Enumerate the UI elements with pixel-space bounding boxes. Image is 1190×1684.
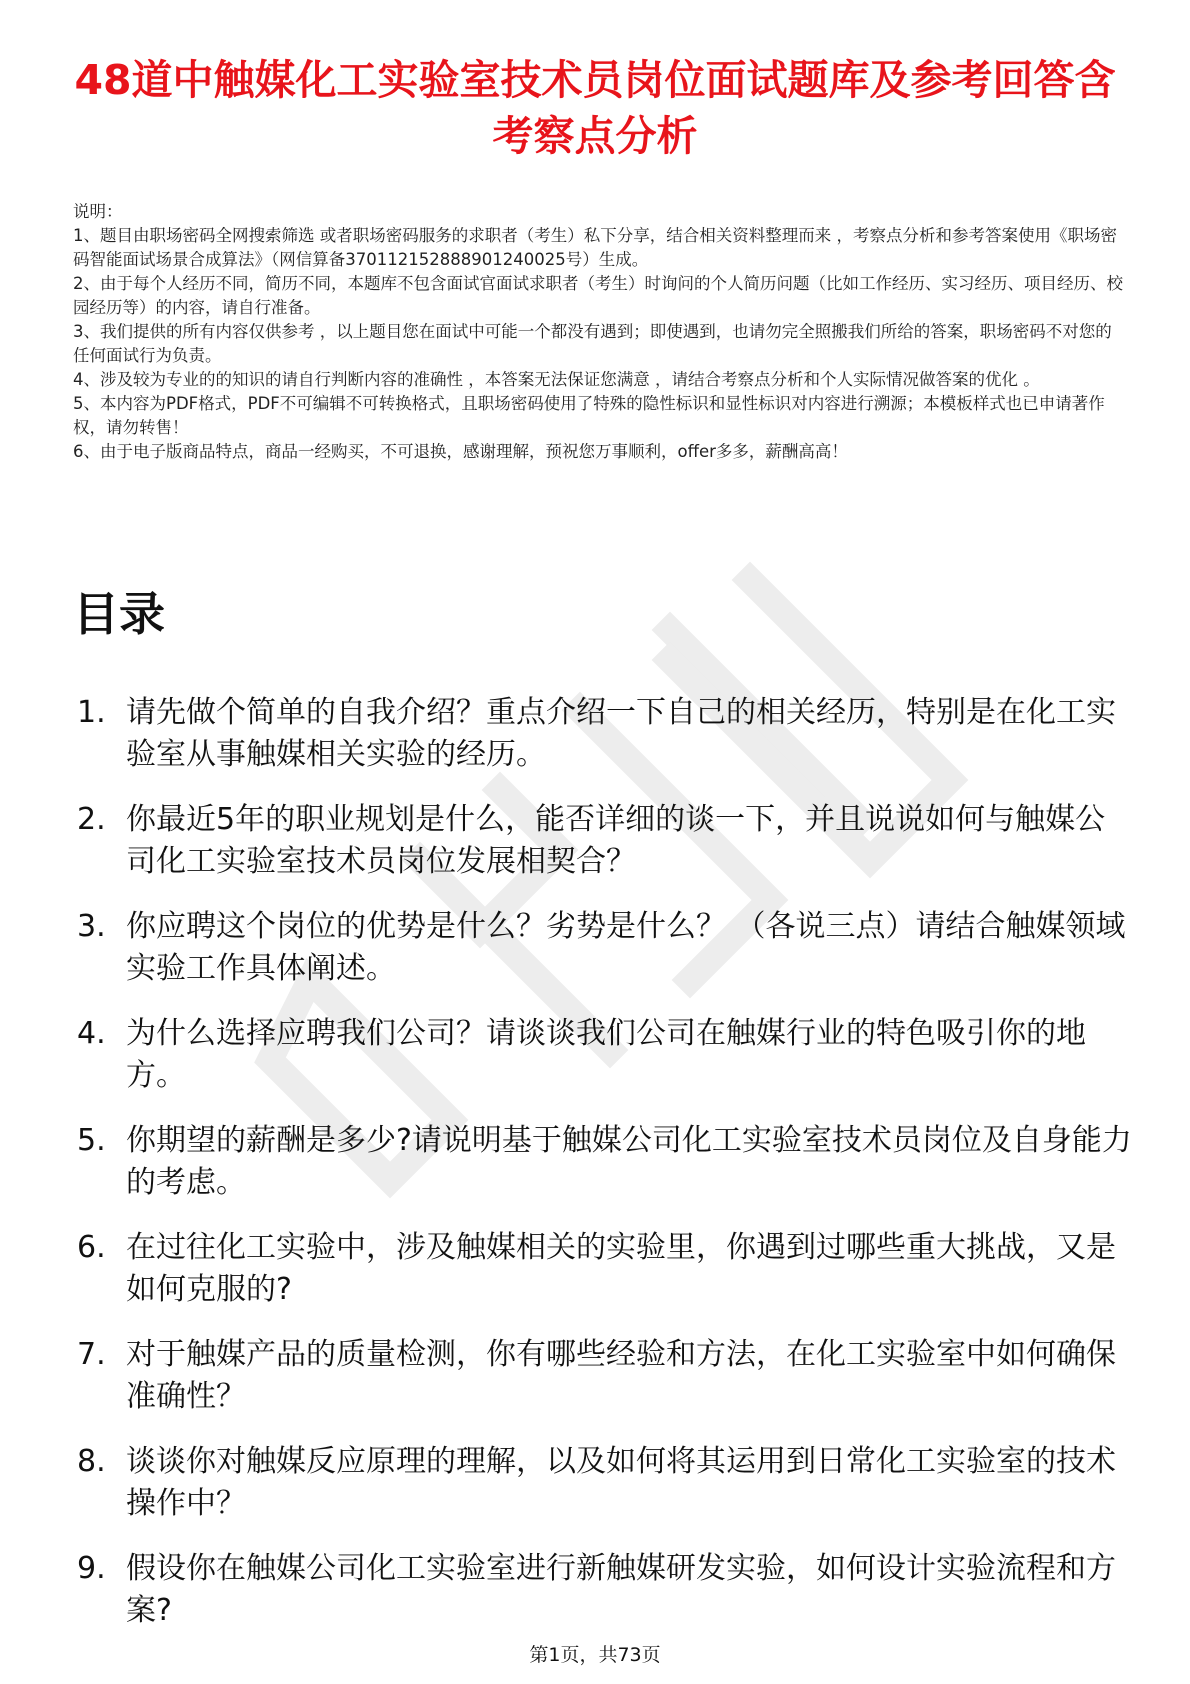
note-item: 5、本内容为PDF格式，PDF不可编辑不可转换格式，且职场密码使用了特殊的隐性标识和显性标识对内容进行溯源；本模板样式也已申请著作权，请勿转售！ [73,394,1105,437]
toc-item[interactable] [73,1227,1133,1311]
toc-item[interactable] [73,692,1133,776]
toc-item-number: 1. [77,695,106,730]
toc-item-number: 8. [77,1444,106,1479]
document-title: 48道中触媒化工实验室技术员岗位面试题库及参考回答含考察点分析 [74,56,1116,160]
toc-item[interactable] [73,1334,1133,1418]
toc-item-number: 7. [77,1337,106,1372]
notes-heading: 说明： [73,202,123,221]
toc-item[interactable] [73,1548,1133,1632]
toc-item-text: 你应聘这个岗位的优势是什么？劣势是什么？ （各说三点）请结合触媒领域实验工作具体阐述。 [126,909,1126,986]
toc-item-number: 5. [77,1123,106,1158]
notes-section [73,200,1123,464]
toc-item-number: 4. [77,1016,106,1051]
note-item: 2、由于每个人经历不同，简历不同，本题库不包含面试官面试求职者（考生）时询问的个人简历问题（比如工作经历、实习经历、项目经历、校园经历等）的内容，请自行准备。 [73,274,1123,317]
note-item: 4、涉及较为专业的的知识的请自行判断内容的准确性 ，本答案无法保证您满意 ，请结合考察点分析和个人实际情况做答案的优化 。 [73,370,1040,389]
toc-item-text: 谈谈你对触媒反应原理的理解，以及如何将其运用到日常化工实验室的技术操作中？ [126,1444,1116,1521]
toc-item-text: 你期望的薪酬是多少?请说明基于触媒公司化工实验室技术员岗位及自身能力的考虑。 [126,1123,1132,1200]
note-item: 6、由于电子版商品特点，商品一经购买，不可退换，感谢理解，预祝您万事顺利，offer多多，薪酬高高！ [73,442,848,461]
page-footer: 第1页，共73页 [529,1644,661,1666]
toc-item-text: 为什么选择应聘我们公司？请谈谈我们公司在触媒行业的特色吸引你的地方。 [126,1016,1086,1093]
toc-item-text: 假设你在触媒公司化工实验室进行新触媒研发实验，如何设计实验流程和方案? [126,1551,1116,1628]
toc-item-number: 6. [77,1230,106,1265]
toc-item[interactable] [73,1441,1133,1525]
toc-item-text: 你最近5年的职业规划是什么，能否详细的谈一下，并且说说如何与触媒公司化工实验室技术员岗位发展相契合？ [126,802,1106,879]
toc-item-number: 9. [77,1551,106,1586]
toc-item-number: 2. [77,802,106,837]
toc-item[interactable] [73,906,1133,990]
toc-item-text: 对于触媒产品的质量检测，你有哪些经验和方法，在化工实验室中如何确保准确性？ [126,1337,1116,1414]
note-item: 3、我们提供的所有内容仅供参考 ，以上题目您在面试中可能一个都没有遇到；即使遇到，也请勿完全照搬我们所给的答案，职场密码不对您的任何面试行为负责。 [73,322,1112,365]
toc-item-text: 请先做个简单的自我介绍？重点介绍一下自己的相关经历，特别是在化工实验室从事触媒相关实验的经历。 [126,695,1116,772]
toc-item[interactable] [73,799,1133,883]
toc-heading: 目录 [73,587,165,641]
toc-item[interactable] [73,1013,1133,1097]
toc-item-text: 在过往化工实验中，涉及触媒相关的实验里，你遇到过哪些重大挑战，又是如何克服的? [126,1230,1116,1307]
toc-item[interactable] [73,1120,1133,1204]
note-item: 1、题目由职场密码全网搜索筛选 或者职场密码服务的求职者（考生）私下分享，结合相关资料整理而来 ，考察点分析和参考答案使用《职场密码智能面试场景合成算法》（网信算备370112152888901240025号）生成。 [73,226,1117,269]
toc-item-number: 3. [77,909,106,944]
toc-list [73,692,1133,1655]
